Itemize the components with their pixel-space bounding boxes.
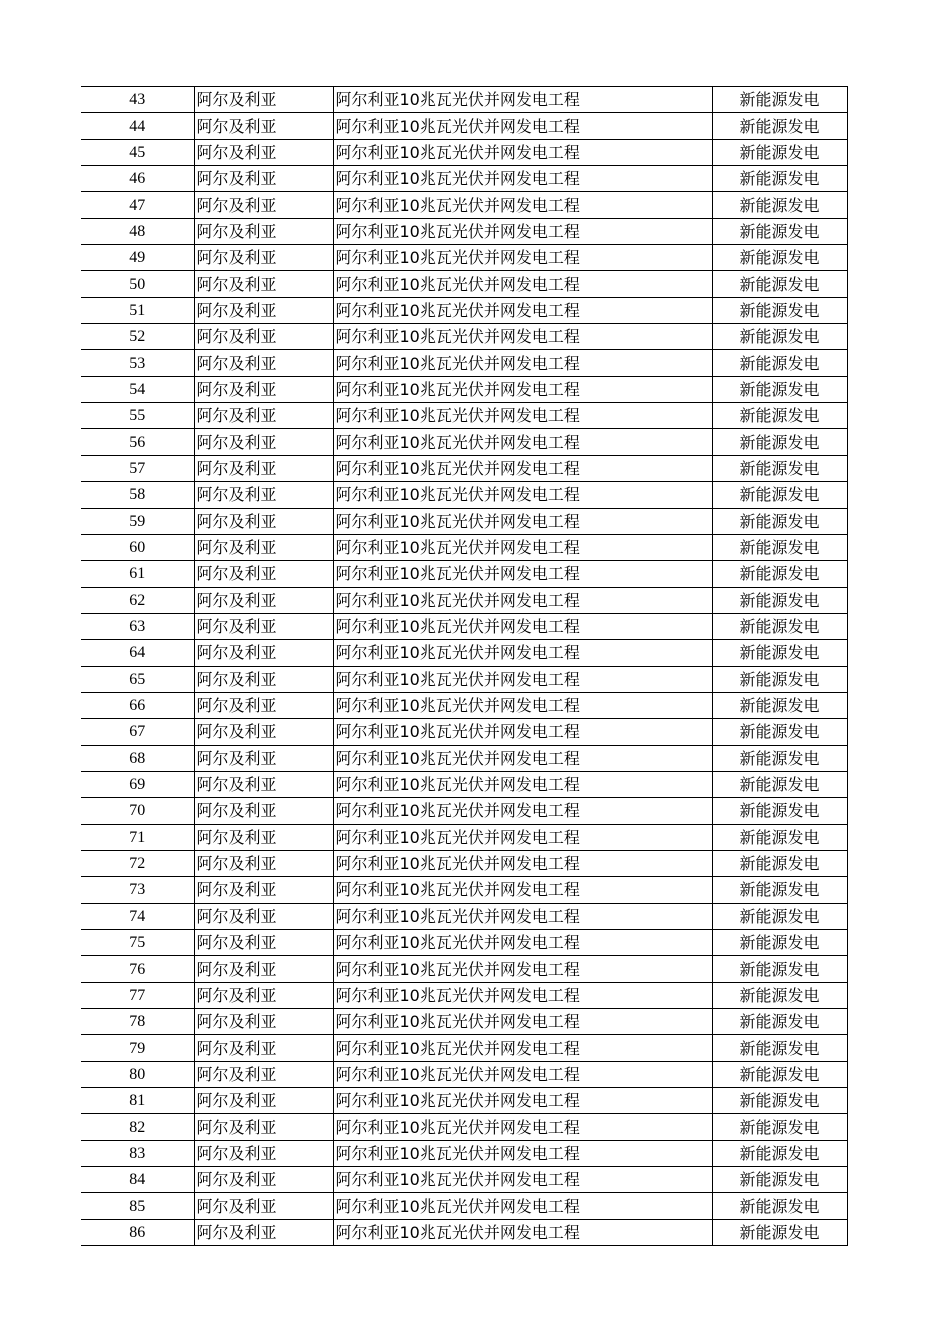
table-row: [81, 982, 847, 1008]
row-number-cell: 56: [81, 429, 194, 455]
project-name-cell: 阿尔利亚10兆瓦光伏并网发电工程: [333, 877, 712, 903]
country-cell: 阿尔及利亚: [194, 982, 333, 1008]
country-cell: 阿尔及利亚: [194, 798, 333, 824]
project-name-cell: 阿尔利亚10兆瓦光伏并网发电工程: [333, 271, 712, 297]
project-type-cell: 新能源发电: [712, 877, 847, 903]
table-row: [81, 798, 847, 824]
project-name-cell: 阿尔利亚10兆瓦光伏并网发电工程: [333, 482, 712, 508]
table-row: [81, 297, 847, 323]
project-type-cell: 新能源发电: [712, 482, 847, 508]
country-cell: 阿尔及利亚: [194, 1193, 333, 1219]
project-type-cell: 新能源发电: [712, 587, 847, 613]
country-cell: 阿尔及利亚: [194, 350, 333, 376]
row-number-cell: 74: [81, 903, 194, 929]
row-number-cell: 46: [81, 166, 194, 192]
country-cell: 阿尔及利亚: [194, 587, 333, 613]
table-row: [81, 1114, 847, 1140]
table-row: [81, 429, 847, 455]
row-number-cell: 55: [81, 403, 194, 429]
project-type-cell: 新能源发电: [712, 534, 847, 560]
country-cell: 阿尔及利亚: [194, 692, 333, 718]
project-type-cell: 新能源发电: [712, 666, 847, 692]
project-name-cell: 阿尔利亚10兆瓦光伏并网发电工程: [333, 218, 712, 244]
project-name-cell: 阿尔利亚10兆瓦光伏并网发电工程: [333, 692, 712, 718]
country-cell: 阿尔及利亚: [194, 930, 333, 956]
project-name-cell: 阿尔利亚10兆瓦光伏并网发电工程: [333, 87, 712, 113]
row-number-cell: 57: [81, 455, 194, 481]
row-number-cell: 63: [81, 613, 194, 639]
row-number-cell: 60: [81, 534, 194, 560]
table-row: [81, 87, 847, 113]
country-cell: 阿尔及利亚: [194, 613, 333, 639]
country-cell: 阿尔及利亚: [194, 745, 333, 771]
row-number-cell: 50: [81, 271, 194, 297]
project-name-cell: 阿尔利亚10兆瓦光伏并网发电工程: [333, 745, 712, 771]
project-name-cell: 阿尔利亚10兆瓦光伏并网发电工程: [333, 719, 712, 745]
table-row: [81, 1009, 847, 1035]
project-name-cell: 阿尔利亚10兆瓦光伏并网发电工程: [333, 1219, 712, 1245]
project-type-cell: 新能源发电: [712, 1167, 847, 1193]
country-cell: 阿尔及利亚: [194, 455, 333, 481]
country-cell: 阿尔及利亚: [194, 1114, 333, 1140]
project-name-cell: 阿尔利亚10兆瓦光伏并网发电工程: [333, 1035, 712, 1061]
project-name-cell: 阿尔利亚10兆瓦光伏并网发电工程: [333, 403, 712, 429]
table-row: [81, 666, 847, 692]
project-type-cell: 新能源发电: [712, 956, 847, 982]
project-type-cell: 新能源发电: [712, 561, 847, 587]
country-cell: 阿尔及利亚: [194, 1088, 333, 1114]
row-number-cell: 68: [81, 745, 194, 771]
project-type-cell: 新能源发电: [712, 930, 847, 956]
row-number-cell: 54: [81, 376, 194, 402]
row-number-cell: 75: [81, 930, 194, 956]
project-name-cell: 阿尔利亚10兆瓦光伏并网发电工程: [333, 1140, 712, 1166]
row-number-cell: 59: [81, 508, 194, 534]
country-cell: 阿尔及利亚: [194, 903, 333, 929]
country-cell: 阿尔及利亚: [194, 245, 333, 271]
table-row: [81, 745, 847, 771]
project-name-cell: 阿尔利亚10兆瓦光伏并网发电工程: [333, 508, 712, 534]
country-cell: 阿尔及利亚: [194, 1140, 333, 1166]
table-row: [81, 719, 847, 745]
project-type-cell: 新能源发电: [712, 903, 847, 929]
row-number-cell: 43: [81, 87, 194, 113]
project-name-cell: 阿尔利亚10兆瓦光伏并网发电工程: [333, 1088, 712, 1114]
country-cell: 阿尔及利亚: [194, 850, 333, 876]
project-name-cell: 阿尔利亚10兆瓦光伏并网发电工程: [333, 956, 712, 982]
project-name-cell: 阿尔利亚10兆瓦光伏并网发电工程: [333, 824, 712, 850]
table-row: [81, 139, 847, 165]
row-number-cell: 61: [81, 561, 194, 587]
table-row: [81, 771, 847, 797]
project-name-cell: 阿尔利亚10兆瓦光伏并网发电工程: [333, 429, 712, 455]
project-type-cell: 新能源发电: [712, 192, 847, 218]
table-row: [81, 824, 847, 850]
table-row: [81, 692, 847, 718]
row-number-cell: 82: [81, 1114, 194, 1140]
project-name-cell: 阿尔利亚10兆瓦光伏并网发电工程: [333, 1193, 712, 1219]
row-number-cell: 53: [81, 350, 194, 376]
project-name-cell: 阿尔利亚10兆瓦光伏并网发电工程: [333, 771, 712, 797]
project-name-cell: 阿尔利亚10兆瓦光伏并网发电工程: [333, 324, 712, 350]
country-cell: 阿尔及利亚: [194, 719, 333, 745]
country-cell: 阿尔及利亚: [194, 666, 333, 692]
table-row: [81, 1193, 847, 1219]
row-number-cell: 49: [81, 245, 194, 271]
table-row: [81, 956, 847, 982]
table-row: [81, 403, 847, 429]
row-number-cell: 72: [81, 850, 194, 876]
table-row: [81, 245, 847, 271]
country-cell: 阿尔及利亚: [194, 218, 333, 244]
table-row: [81, 482, 847, 508]
row-number-cell: 71: [81, 824, 194, 850]
country-cell: 阿尔及利亚: [194, 1167, 333, 1193]
project-name-cell: 阿尔利亚10兆瓦光伏并网发电工程: [333, 982, 712, 1008]
table-row: [81, 1219, 847, 1245]
project-type-cell: 新能源发电: [712, 850, 847, 876]
project-name-cell: 阿尔利亚10兆瓦光伏并网发电工程: [333, 297, 712, 323]
row-number-cell: 65: [81, 666, 194, 692]
table-row: [81, 1088, 847, 1114]
project-type-cell: 新能源发电: [712, 376, 847, 402]
country-cell: 阿尔及利亚: [194, 1009, 333, 1035]
country-cell: 阿尔及利亚: [194, 1219, 333, 1245]
project-type-cell: 新能源发电: [712, 798, 847, 824]
country-cell: 阿尔及利亚: [194, 376, 333, 402]
country-cell: 阿尔及利亚: [194, 297, 333, 323]
project-name-cell: 阿尔利亚10兆瓦光伏并网发电工程: [333, 1114, 712, 1140]
project-type-cell: 新能源发电: [712, 1061, 847, 1087]
project-name-cell: 阿尔利亚10兆瓦光伏并网发电工程: [333, 534, 712, 560]
country-cell: 阿尔及利亚: [194, 640, 333, 666]
country-cell: 阿尔及利亚: [194, 429, 333, 455]
row-number-cell: 48: [81, 218, 194, 244]
project-name-cell: 阿尔利亚10兆瓦光伏并网发电工程: [333, 455, 712, 481]
country-cell: 阿尔及利亚: [194, 324, 333, 350]
project-type-cell: 新能源发电: [712, 245, 847, 271]
project-name-cell: 阿尔利亚10兆瓦光伏并网发电工程: [333, 613, 712, 639]
project-type-cell: 新能源发电: [712, 745, 847, 771]
project-type-cell: 新能源发电: [712, 771, 847, 797]
row-number-cell: 58: [81, 482, 194, 508]
project-type-cell: 新能源发电: [712, 350, 847, 376]
project-type-cell: 新能源发电: [712, 508, 847, 534]
project-type-cell: 新能源发电: [712, 719, 847, 745]
country-cell: 阿尔及利亚: [194, 561, 333, 587]
country-cell: 阿尔及利亚: [194, 139, 333, 165]
country-cell: 阿尔及利亚: [194, 534, 333, 560]
project-type-cell: 新能源发电: [712, 1140, 847, 1166]
row-number-cell: 45: [81, 139, 194, 165]
project-type-cell: 新能源发电: [712, 613, 847, 639]
table-row: [81, 903, 847, 929]
country-cell: 阿尔及利亚: [194, 1035, 333, 1061]
project-type-cell: 新能源发电: [712, 982, 847, 1008]
table-row: [81, 376, 847, 402]
table-row: [81, 324, 847, 350]
country-cell: 阿尔及利亚: [194, 166, 333, 192]
table-row: [81, 640, 847, 666]
table-row: [81, 192, 847, 218]
row-number-cell: 62: [81, 587, 194, 613]
row-number-cell: 64: [81, 640, 194, 666]
row-number-cell: 66: [81, 692, 194, 718]
row-number-cell: 83: [81, 1140, 194, 1166]
project-table-body: [81, 87, 847, 1246]
project-name-cell: 阿尔利亚10兆瓦光伏并网发电工程: [333, 166, 712, 192]
project-name-cell: 阿尔利亚10兆瓦光伏并网发电工程: [333, 930, 712, 956]
table-row: [81, 508, 847, 534]
country-cell: 阿尔及利亚: [194, 824, 333, 850]
row-number-cell: 85: [81, 1193, 194, 1219]
country-cell: 阿尔及利亚: [194, 877, 333, 903]
project-type-cell: 新能源发电: [712, 87, 847, 113]
row-number-cell: 79: [81, 1035, 194, 1061]
country-cell: 阿尔及利亚: [194, 956, 333, 982]
project-type-cell: 新能源发电: [712, 429, 847, 455]
row-number-cell: 76: [81, 956, 194, 982]
row-number-cell: 86: [81, 1219, 194, 1245]
project-type-cell: 新能源发电: [712, 692, 847, 718]
project-name-cell: 阿尔利亚10兆瓦光伏并网发电工程: [333, 666, 712, 692]
row-number-cell: 51: [81, 297, 194, 323]
table-row: [81, 1035, 847, 1061]
project-type-cell: 新能源发电: [712, 1193, 847, 1219]
table-row: [81, 930, 847, 956]
project-type-cell: 新能源发电: [712, 297, 847, 323]
project-name-cell: 阿尔利亚10兆瓦光伏并网发电工程: [333, 139, 712, 165]
row-number-cell: 80: [81, 1061, 194, 1087]
project-type-cell: 新能源发电: [712, 324, 847, 350]
table-row: [81, 850, 847, 876]
table-row: [81, 587, 847, 613]
row-number-cell: 44: [81, 113, 194, 139]
project-type-cell: 新能源发电: [712, 166, 847, 192]
project-name-cell: 阿尔利亚10兆瓦光伏并网发电工程: [333, 561, 712, 587]
project-name-cell: 阿尔利亚10兆瓦光伏并网发电工程: [333, 640, 712, 666]
country-cell: 阿尔及利亚: [194, 508, 333, 534]
row-number-cell: 67: [81, 719, 194, 745]
row-number-cell: 70: [81, 798, 194, 824]
row-number-cell: 81: [81, 1088, 194, 1114]
row-number-cell: 52: [81, 324, 194, 350]
project-table: [81, 86, 848, 1246]
table-row: [81, 350, 847, 376]
project-name-cell: 阿尔利亚10兆瓦光伏并网发电工程: [333, 113, 712, 139]
table-row: [81, 1061, 847, 1087]
project-name-cell: 阿尔利亚10兆瓦光伏并网发电工程: [333, 245, 712, 271]
table-row: [81, 271, 847, 297]
country-cell: 阿尔及利亚: [194, 403, 333, 429]
project-name-cell: 阿尔利亚10兆瓦光伏并网发电工程: [333, 903, 712, 929]
table-row: [81, 1140, 847, 1166]
project-type-cell: 新能源发电: [712, 403, 847, 429]
country-cell: 阿尔及利亚: [194, 113, 333, 139]
table-row: [81, 218, 847, 244]
table-row: [81, 561, 847, 587]
country-cell: 阿尔及利亚: [194, 1061, 333, 1087]
row-number-cell: 73: [81, 877, 194, 903]
project-type-cell: 新能源发电: [712, 1114, 847, 1140]
project-name-cell: 阿尔利亚10兆瓦光伏并网发电工程: [333, 1061, 712, 1087]
table-row: [81, 113, 847, 139]
project-type-cell: 新能源发电: [712, 1088, 847, 1114]
table-row: [81, 1167, 847, 1193]
row-number-cell: 77: [81, 982, 194, 1008]
country-cell: 阿尔及利亚: [194, 771, 333, 797]
table-row: [81, 166, 847, 192]
table-row: [81, 534, 847, 560]
project-name-cell: 阿尔利亚10兆瓦光伏并网发电工程: [333, 350, 712, 376]
project-name-cell: 阿尔利亚10兆瓦光伏并网发电工程: [333, 587, 712, 613]
project-name-cell: 阿尔利亚10兆瓦光伏并网发电工程: [333, 376, 712, 402]
row-number-cell: 69: [81, 771, 194, 797]
project-type-cell: 新能源发电: [712, 455, 847, 481]
project-name-cell: 阿尔利亚10兆瓦光伏并网发电工程: [333, 1009, 712, 1035]
project-name-cell: 阿尔利亚10兆瓦光伏并网发电工程: [333, 850, 712, 876]
row-number-cell: 78: [81, 1009, 194, 1035]
table-row: [81, 455, 847, 481]
project-type-cell: 新能源发电: [712, 218, 847, 244]
project-type-cell: 新能源发电: [712, 139, 847, 165]
project-type-cell: 新能源发电: [712, 1219, 847, 1245]
project-type-cell: 新能源发电: [712, 640, 847, 666]
project-name-cell: 阿尔利亚10兆瓦光伏并网发电工程: [333, 798, 712, 824]
project-type-cell: 新能源发电: [712, 1009, 847, 1035]
row-number-cell: 84: [81, 1167, 194, 1193]
project-type-cell: 新能源发电: [712, 1035, 847, 1061]
project-type-cell: 新能源发电: [712, 824, 847, 850]
project-type-cell: 新能源发电: [712, 113, 847, 139]
country-cell: 阿尔及利亚: [194, 87, 333, 113]
table-row: [81, 613, 847, 639]
project-name-cell: 阿尔利亚10兆瓦光伏并网发电工程: [333, 1167, 712, 1193]
country-cell: 阿尔及利亚: [194, 482, 333, 508]
table-row: [81, 877, 847, 903]
project-name-cell: 阿尔利亚10兆瓦光伏并网发电工程: [333, 192, 712, 218]
project-type-cell: 新能源发电: [712, 271, 847, 297]
country-cell: 阿尔及利亚: [194, 192, 333, 218]
country-cell: 阿尔及利亚: [194, 271, 333, 297]
row-number-cell: 47: [81, 192, 194, 218]
